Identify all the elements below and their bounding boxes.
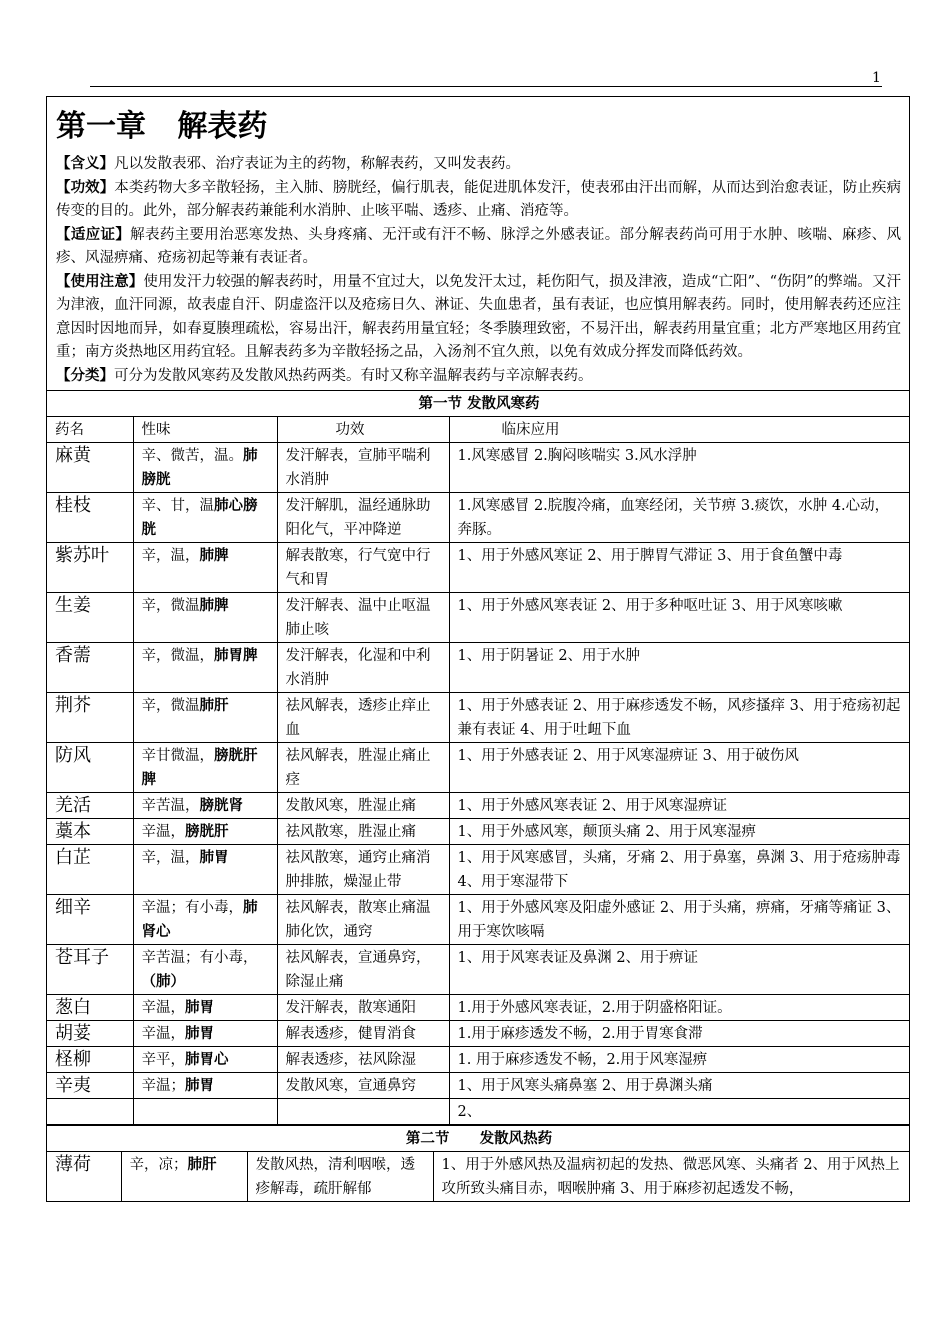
herb-name: 白芷 — [47, 845, 133, 895]
herb-meridian: 肺膀胱 — [141, 448, 258, 488]
herb-name: 苍耳子 — [47, 945, 133, 995]
herb-taste: 辛，温， — [141, 548, 200, 564]
herb-taste-cell — [133, 793, 277, 819]
herb-taste: 辛温；有小毒， — [141, 900, 243, 916]
header-taste: 性味 — [133, 417, 277, 443]
herb-row — [47, 895, 909, 945]
herb-taste: 辛温， — [141, 824, 185, 840]
herb-taste: 辛，温， — [141, 850, 200, 866]
herb-taste: 辛，微温 — [141, 698, 200, 714]
herb-meridian: 膀胱肝脾 — [141, 748, 258, 788]
herb-row — [47, 1099, 909, 1125]
herb-row — [47, 543, 909, 593]
herb-taste-cell — [133, 493, 277, 543]
herb-use: 1、用于外感表证 2、用于风寒湿痹证 3、用于破伤风 — [449, 743, 909, 793]
herb-effect: 祛风散寒，胜湿止痛 — [277, 819, 449, 845]
herb-taste: 辛、甘，温 — [141, 498, 214, 514]
herb-name: 紫苏叶 — [47, 543, 133, 593]
herb-effect: 祛风解表，胜湿止痛止痉 — [277, 743, 449, 793]
herb-meridian: 膀胱肾 — [199, 798, 243, 814]
herb-taste: 辛、微苦，温。 — [141, 448, 243, 464]
herb-taste: 辛，微温， — [141, 648, 214, 664]
indication-paragraph — [56, 224, 901, 271]
herb-effect: 发散风寒，宣通鼻窍 — [277, 1073, 449, 1099]
herb-name: 细辛 — [47, 895, 133, 945]
herb-taste-cell — [133, 743, 277, 793]
herb-taste-cell — [133, 693, 277, 743]
section2-title-row — [47, 1126, 909, 1152]
herb-taste: 辛，凉； — [129, 1157, 188, 1173]
herb-effect: 发散风寒，胜湿止痛 — [277, 793, 449, 819]
herb-use: 1、用于外感表证 2、用于麻疹透发不畅，风疹搔痒 3、用于疮疡初起兼有表证 4、用于吐衄下血 — [449, 693, 909, 743]
herb-taste-cell — [133, 945, 277, 995]
herb-effect: 发汗解表，化湿和中利水消肿 — [277, 643, 449, 693]
herb-effect: 解表散寒，行气宽中行气和胃 — [277, 543, 449, 593]
efficacy-text: 本类药物大多辛散轻扬，主入肺、膀胱经，偏行肌表，能促进肌体发汗，使表邪由汗出而解，从而达到治愈表证，防止疾病传变的目的。此外，部分解表药兼能利水消肿、止咳平喘、透疹、止痛、消疮等。 — [56, 179, 901, 219]
herb-meridian: 肺肾心 — [141, 900, 258, 940]
classification-tag: 【分类】 — [56, 367, 114, 384]
herb-meridian: 肺胃 — [185, 1078, 214, 1094]
efficacy-paragraph — [56, 177, 901, 224]
efficacy-tag: 【功效】 — [56, 179, 115, 196]
herb-use: 1、用于外感风寒表证 2、用于多种呕吐证 3、用于风寒咳嗽 — [449, 593, 909, 643]
herb-row — [47, 819, 909, 845]
herb-meridian: 肺胃 — [185, 1000, 214, 1016]
herb-name: 柽柳 — [47, 1047, 133, 1073]
herb-taste-cell — [121, 1152, 247, 1202]
herb-meridian: （肺） — [141, 974, 185, 990]
herb-name: 薄荷 — [47, 1152, 121, 1202]
herb-name: 荆芥 — [47, 693, 133, 743]
caution-text: 使用发汗力较强的解表药时，用量不宜过大，以免发汗太过，耗伤阳气，损及津液，造成“亡阳”、“伤阴”的弊端。又汗为津液，血汗同源，故表虚自汗、阴虚盗汗以及疮疡日久、淋证、失血患者，虽有表证，也应慎用解表药。同时，使用解表药还应注意因时因地而异，如春夏腠理疏松，容易出汗，解表药用量宜轻；冬季腠理致密，不易汗出，解表药用量宜重；北方严寒地区用药宜重；南方炎热地区用药宜轻。且解表药多为辛散轻扬之品，入汤剂不宜久煎，以免有效成分挥发而降低药效。 — [56, 273, 901, 360]
section1-header-row — [47, 417, 909, 443]
herb-taste-cell — [133, 643, 277, 693]
herb-taste: 辛温， — [141, 1026, 185, 1042]
herb-name: 生姜 — [47, 593, 133, 643]
herb-name: 辛夷 — [47, 1073, 133, 1099]
section1-title-row — [47, 391, 909, 417]
herb-taste-cell — [133, 1099, 277, 1125]
herb-effect: 祛风散寒，通窍止痛消肿排脓，燥湿止带 — [277, 845, 449, 895]
herb-effect: 解表透疹，健胃消食 — [277, 1021, 449, 1047]
herb-taste: 辛甘微温， — [141, 748, 214, 764]
herb-row — [47, 1073, 909, 1099]
herb-name: 香薷 — [47, 643, 133, 693]
herb-name: 桂枝 — [47, 493, 133, 543]
herb-row — [47, 1152, 909, 1202]
herb-taste-cell — [133, 845, 277, 895]
herb-row — [47, 1021, 909, 1047]
herb-meridian: 肺胃 — [199, 850, 229, 866]
herb-taste: 辛平， — [141, 1052, 185, 1068]
herb-effect: 发散风热，清利咽喉，透疹解毒，疏肝解郁 — [247, 1152, 433, 1202]
herb-row — [47, 743, 909, 793]
herb-taste: 辛苦温， — [141, 798, 200, 814]
herb-taste: 辛温， — [141, 1000, 185, 1016]
herb-use: 1、用于外感风寒，颠顶头痛 2、用于风寒湿痹 — [449, 819, 909, 845]
herb-use: 1、用于外感风热及温病初起的发热、微恶风寒、头痛者 2、用于风热上攻所致头痛目赤，咽喉肿痛 3、用于麻疹初起透发不畅， — [433, 1152, 909, 1202]
herb-effect: 祛风解表，宣通鼻窍，除湿止痛 — [277, 945, 449, 995]
herb-name: 胡荽 — [47, 1021, 133, 1047]
herb-use: 1、用于外感风寒及阳虚外感证 2、用于头痛，痹痛，牙痛等痛证 3、用于寒饮咳嗝 — [449, 895, 909, 945]
herb-effect: 发汗解表、温中止呕温肺止咳 — [277, 593, 449, 643]
section1-table — [47, 390, 909, 1125]
herb-name: 麻黄 — [47, 443, 133, 493]
herb-row — [47, 643, 909, 693]
herb-row — [47, 443, 909, 493]
herb-name: 羌活 — [47, 793, 133, 819]
herb-meridian: 肺脾 — [199, 598, 229, 614]
herb-effect: 祛风解表，透疹止痒止血 — [277, 693, 449, 743]
indication-text: 解表药主要用治恶寒发热、头身疼痛、无汗或有汗不畅、脉浮之外感表证。部分解表药尚可用于水肿、咳喘、麻疹、风疹、风湿痹痛、疮疡初起等兼有表证者。 — [56, 226, 901, 266]
herb-effect: 发汗解表，散寒通阳 — [277, 995, 449, 1021]
herb-use: 1. 用于麻疹透发不畅，2.用于风寒湿痹 — [449, 1047, 909, 1073]
herb-row — [47, 1047, 909, 1073]
herb-meridian: 肺胃脾 — [214, 648, 258, 664]
section1-title: 第一节 发散风寒药 — [47, 391, 909, 417]
herb-use: 1、用于风寒头痛鼻塞 2、用于鼻渊头痛 — [449, 1073, 909, 1099]
herb-taste-cell — [133, 593, 277, 643]
herb-meridian: 肺肝 — [199, 698, 229, 714]
herb-effect: 解表透疹，祛风除湿 — [277, 1047, 449, 1073]
herb-use: 1.风寒感冒 2.脘腹冷痛，血寒经闭，关节痹 3.痰饮，水肿 4.心动，奔豚。 — [449, 493, 909, 543]
content-frame — [46, 96, 910, 1202]
herb-meridian: 肺心膀胱 — [141, 498, 258, 538]
herb-effect: 发汗解肌，温经通脉助阳化气，平冲降逆 — [277, 493, 449, 543]
herb-row — [47, 945, 909, 995]
classification-paragraph — [56, 365, 901, 389]
section2-title: 第二节 发散风热药 — [47, 1126, 909, 1152]
herb-taste-cell — [133, 1021, 277, 1047]
herb-taste-cell — [133, 543, 277, 593]
header-rule — [90, 86, 882, 87]
header-name: 药名 — [47, 417, 133, 443]
herb-row — [47, 995, 909, 1021]
herb-meridian: 肺肝 — [187, 1157, 217, 1173]
herb-taste-cell — [133, 1047, 277, 1073]
herb-effect — [277, 1099, 449, 1125]
definition-text: 凡以发散表邪、治疗表证为主的药物，称解表药，又叫发表药。 — [114, 156, 520, 172]
herb-taste-cell — [133, 819, 277, 845]
herb-meridian: 肺胃心 — [185, 1052, 229, 1068]
herb-taste-cell — [133, 995, 277, 1021]
herb-taste: 辛，微温 — [141, 598, 200, 614]
chapter-title: 第一章 解表药 — [56, 109, 268, 144]
herb-name: 防风 — [47, 743, 133, 793]
page-number: 1 — [872, 70, 881, 86]
herb-row — [47, 493, 909, 543]
herb-use: 1、用于外感风寒表证 2、用于风寒湿痹证 — [449, 793, 909, 819]
herb-use: 1.用于麻疹透发不畅，2.用于胃寒食滞 — [449, 1021, 909, 1047]
herb-effect: 发汗解表，宣肺平喘利水消肿 — [277, 443, 449, 493]
herb-meridian: 膀胱肝 — [185, 824, 229, 840]
herb-name: 藁本 — [47, 819, 133, 845]
herb-meridian: 肺胃 — [185, 1026, 214, 1042]
herb-taste-cell — [133, 1073, 277, 1099]
herb-row — [47, 693, 909, 743]
section2-table — [47, 1125, 909, 1201]
header-effect: 功效 — [277, 417, 449, 443]
indication-tag: 【适应证】 — [56, 226, 131, 243]
herb-effect: 祛风解表，散寒止痛温肺化饮，通窍 — [277, 895, 449, 945]
herb-taste: 辛温； — [141, 1078, 185, 1094]
herb-name: 葱白 — [47, 995, 133, 1021]
herb-use: 1.风寒感冒 2.胸闷咳喘实 3.风水浮肿 — [449, 443, 909, 493]
herb-taste: 辛苦温；有小毒， — [141, 950, 258, 966]
herb-use: 1、用于风寒表证及鼻渊 2、用于痹证 — [449, 945, 909, 995]
herb-use: 1.用于外感风寒表证，2.用于阴盛格阳证。 — [449, 995, 909, 1021]
herb-use: 1、用于外感风寒证 2、用于脾胃气滞证 3、用于食鱼蟹中毒 — [449, 543, 909, 593]
intro-section — [47, 97, 909, 390]
herb-name — [47, 1099, 133, 1125]
herb-taste-cell — [133, 895, 277, 945]
herb-use: 1、用于风寒感冒，头痛，牙痛 2、用于鼻塞，鼻渊 3、用于疮疡肿毒 4、用于寒湿带下 — [449, 845, 909, 895]
caution-tag: 【使用注意】 — [56, 273, 144, 290]
definition-tag: 【含义】 — [56, 156, 114, 172]
herb-row — [47, 845, 909, 895]
definition-paragraph — [56, 153, 901, 177]
classification-text: 可分为发散风寒药及发散风热药两类。有时又称辛温解表药与辛凉解表药。 — [114, 367, 593, 384]
herb-row — [47, 793, 909, 819]
herb-use: 1、用于阴暑证 2、用于水肿 — [449, 643, 909, 693]
herb-meridian: 肺脾 — [199, 548, 229, 564]
herb-taste-cell — [133, 443, 277, 493]
herb-row — [47, 593, 909, 643]
caution-paragraph — [56, 271, 901, 365]
header-use: 临床应用 — [449, 417, 909, 443]
herb-use: 2、 — [449, 1099, 909, 1125]
